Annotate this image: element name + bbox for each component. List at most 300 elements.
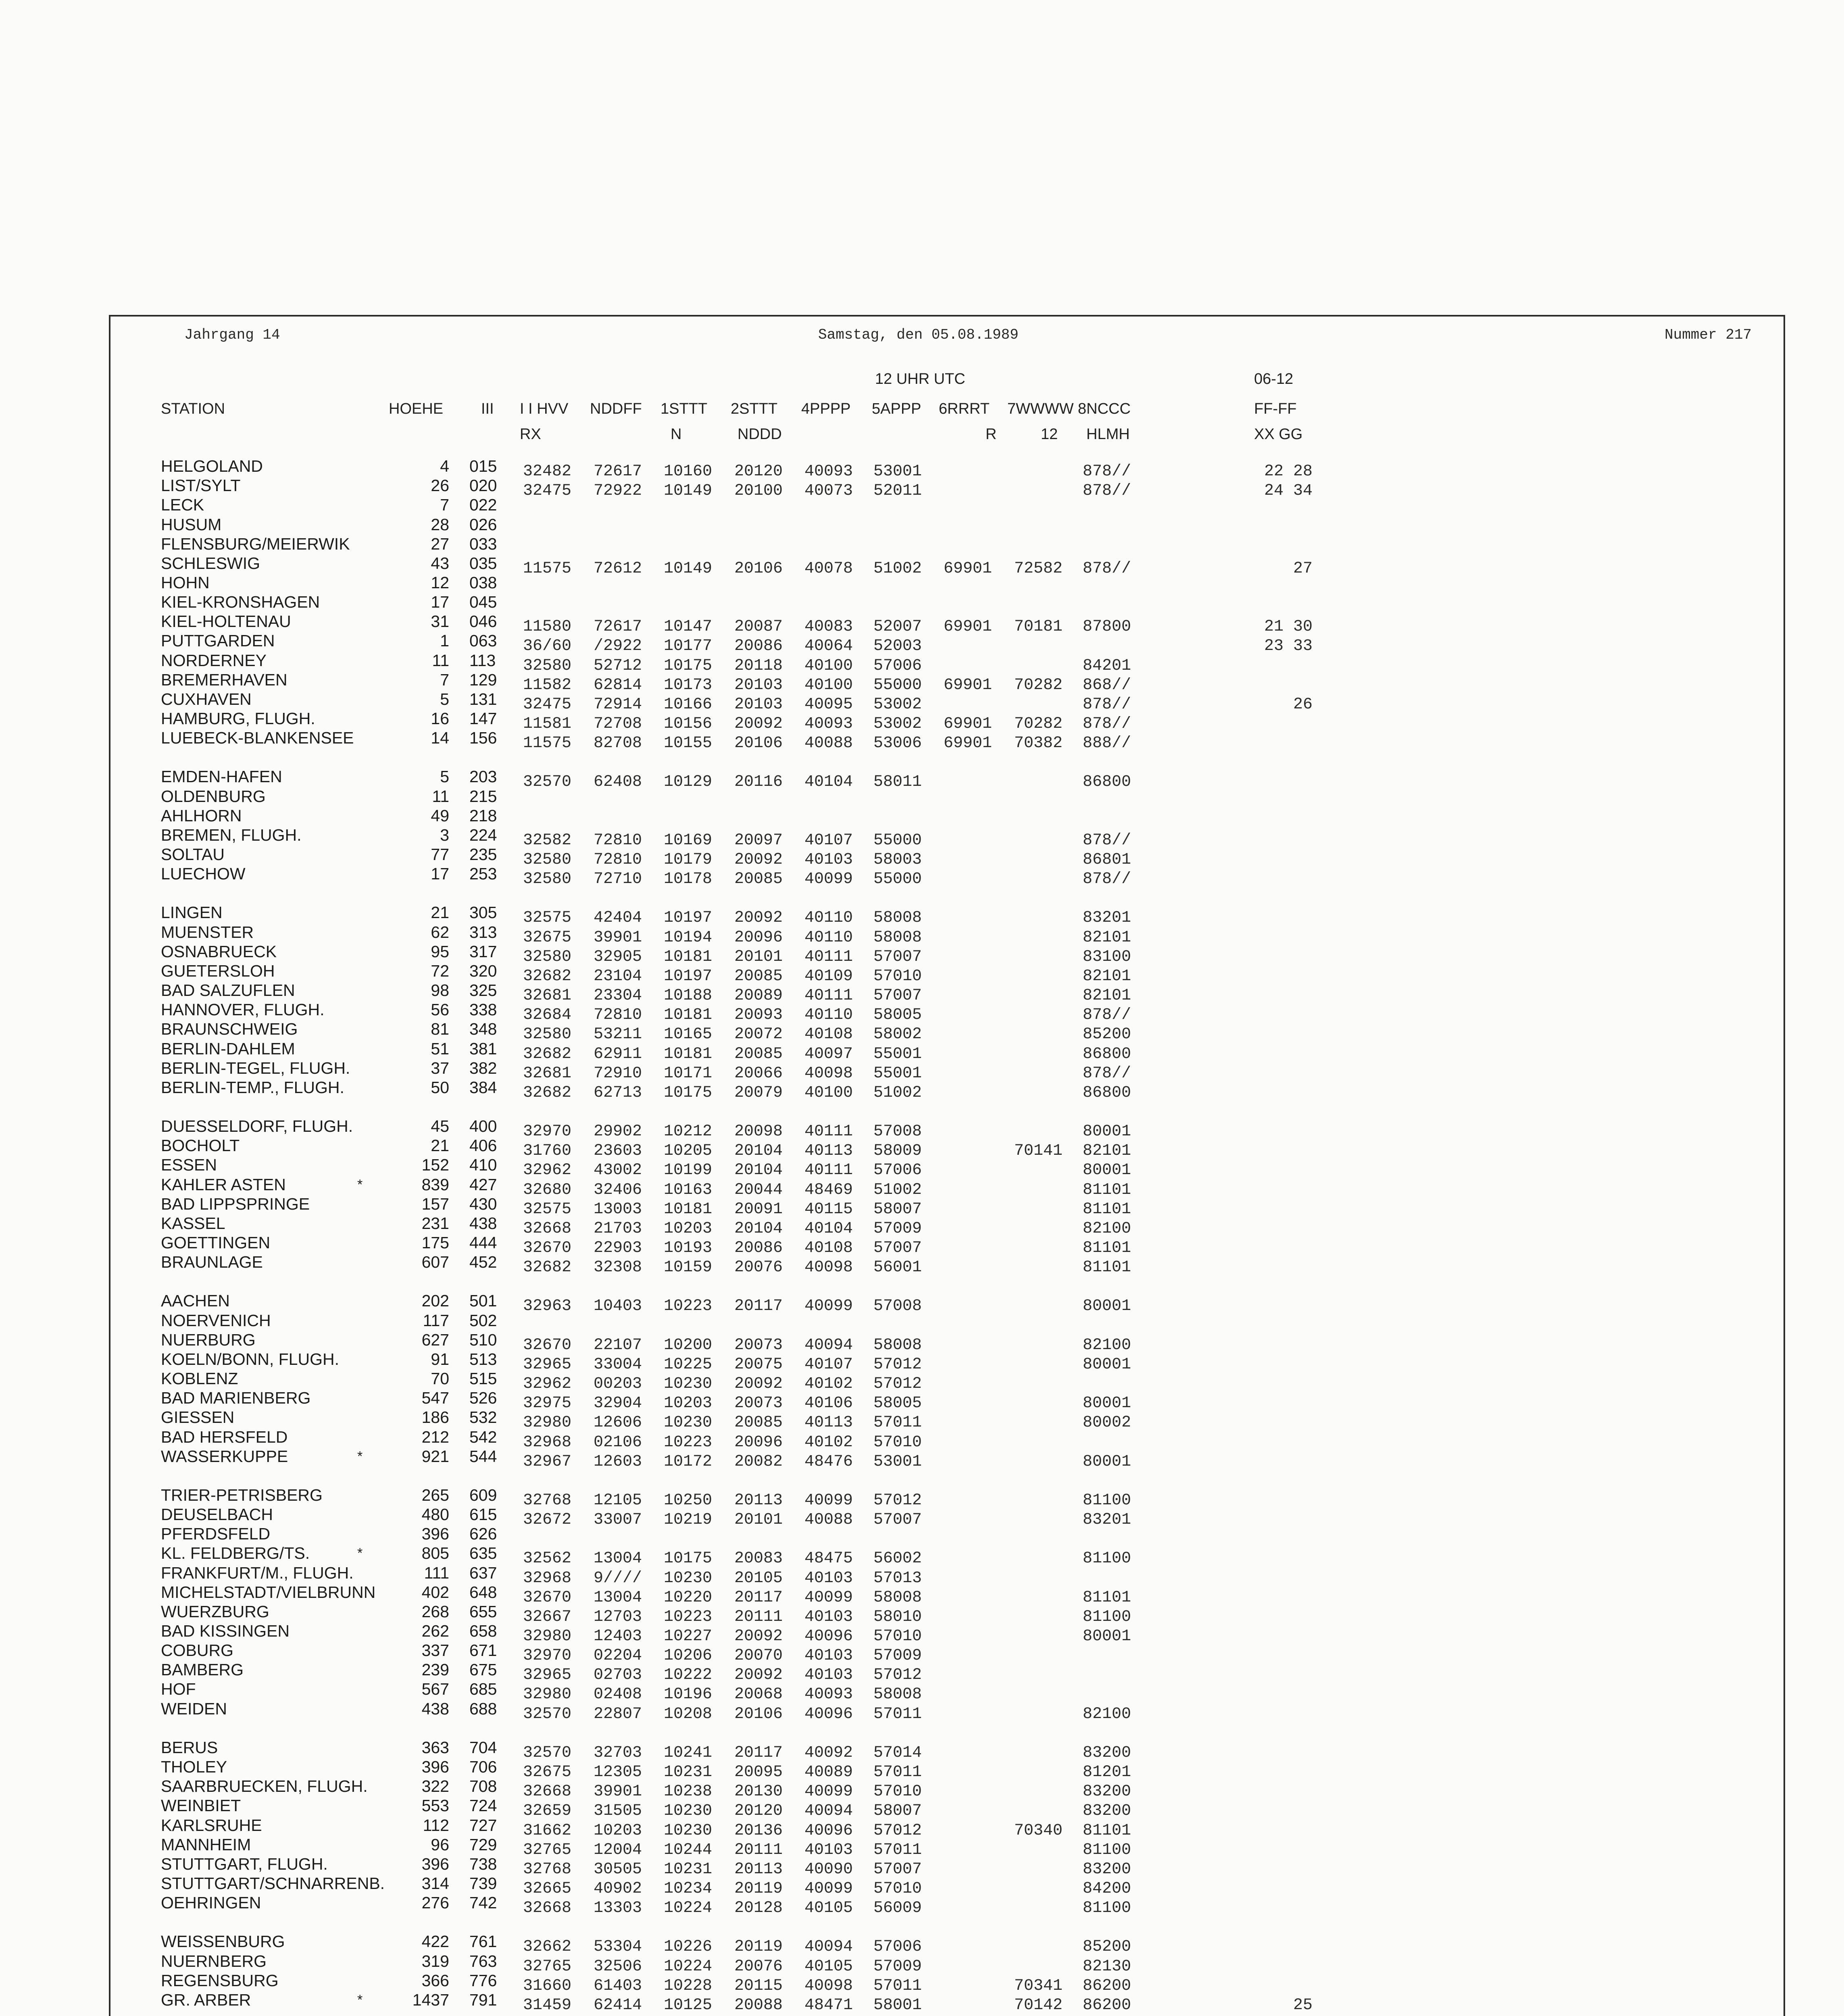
code-iihvv: 32475 (523, 482, 572, 500)
code-4pppp: 40099 (804, 1588, 853, 1607)
code-6rrrt: 69901 (944, 559, 992, 578)
code-5appp: 55000 (873, 870, 922, 889)
code-nddff: 72810 (594, 1006, 642, 1025)
code-5appp: 58008 (873, 909, 922, 927)
code-1sttt: 10241 (664, 1743, 713, 1762)
station-height: 4 (440, 457, 449, 475)
code-1sttt: 10228 (664, 1976, 713, 1995)
code-8nccc: 82101 (1083, 967, 1131, 985)
code-1sttt: 10224 (664, 1899, 713, 1918)
station-name: CUXHAVEN (161, 689, 252, 708)
code-4pppp: 40099 (804, 870, 853, 889)
station-name: TRIER-PETRISBERG (161, 1485, 323, 1504)
code-1sttt: 10178 (664, 870, 713, 889)
code-iihvv: 32662 (523, 1938, 572, 1956)
station-number: 338 (469, 1000, 497, 1019)
code-nddff: 72810 (594, 831, 642, 850)
code-2sttt: 20104 (734, 1142, 783, 1160)
code-5appp: 58005 (873, 1006, 922, 1025)
table-row (0, 1427, 1844, 1452)
code-2sttt: 20070 (734, 1647, 783, 1665)
code-8nccc: 80001 (1083, 1627, 1131, 1645)
station-height: 70 (431, 1369, 449, 1388)
code-1sttt: 10181 (664, 1045, 713, 1063)
column-header-6rrrt: 6RRRT (939, 400, 990, 417)
code-1sttt: 10203 (664, 1219, 713, 1238)
station-name: KOBLENZ (161, 1369, 238, 1388)
code-nddff: 40902 (594, 1879, 642, 1898)
station-height: 319 (421, 1951, 449, 1970)
table-row (0, 1000, 1844, 1025)
code-4pppp: 40094 (804, 1938, 853, 1956)
code-nddff: 12403 (594, 1627, 642, 1645)
station-height: 152 (421, 1156, 449, 1175)
station-name: LUECHOW (161, 864, 246, 883)
bergstation-marker: * (357, 1448, 363, 1464)
code-nddff: 32904 (594, 1394, 642, 1413)
station-name: LUEBECK-BLANKENSEE (161, 729, 354, 748)
station-height: 81 (431, 1020, 449, 1039)
code-1sttt: 10230 (664, 1414, 713, 1432)
station-number: 738 (469, 1854, 497, 1873)
station-name: BERLIN-DAHLEM (161, 1039, 295, 1058)
station-number: 510 (469, 1330, 497, 1349)
station-name: ESSEN (161, 1156, 217, 1175)
code-nddff: /2922 (594, 637, 642, 656)
station-height: 212 (421, 1427, 449, 1446)
code-nddff: 72617 (594, 462, 642, 481)
table-row (0, 1893, 1844, 1918)
code-5appp: 52003 (873, 637, 922, 656)
code-iihvv: 36/60 (523, 637, 572, 656)
code-iihvv: 32682 (523, 1083, 572, 1102)
code-8nccc: 878// (1083, 1064, 1131, 1083)
table-row (0, 1932, 1844, 1956)
station-name: BERUS (161, 1738, 218, 1757)
table-row (0, 1039, 1844, 1063)
column-header-1sttt: 1STTT (661, 400, 708, 417)
code-8nccc: 878// (1083, 870, 1131, 889)
table-row (0, 1951, 1844, 1976)
code-8nccc: 83200 (1083, 1860, 1131, 1879)
station-name: PUTTGARDEN (161, 631, 275, 650)
station-height: 262 (421, 1622, 449, 1640)
code-iihvv: 32562 (523, 1549, 572, 1568)
code-nddff: 23304 (594, 987, 642, 1005)
code-5appp: 57009 (873, 1647, 922, 1665)
code-nddff: 12703 (594, 1608, 642, 1626)
code-5appp: 58001 (873, 1996, 922, 2014)
station-height: 96 (431, 1835, 449, 1854)
table-row (0, 709, 1844, 733)
code-2sttt: 20085 (734, 967, 783, 985)
station-name: GOETTINGEN (161, 1233, 271, 1252)
code-iihvv: 32963 (523, 1297, 572, 1316)
table-row (0, 1679, 1844, 1704)
code-nddff: 72612 (594, 559, 642, 578)
station-number: 706 (469, 1758, 497, 1776)
code-1sttt: 10238 (664, 1783, 713, 1801)
code-4pppp: 40100 (804, 1083, 853, 1102)
station-height: 396 (421, 1524, 449, 1543)
code-8nccc: 80002 (1083, 1414, 1131, 1432)
station-height: 72 (431, 961, 449, 980)
code-nddff: 13003 (594, 1200, 642, 1218)
code-iihvv: 32962 (523, 1161, 572, 1180)
code-2sttt: 20092 (734, 1627, 783, 1645)
code-8nccc: 80001 (1083, 1297, 1131, 1316)
station-number: 761 (469, 1932, 497, 1951)
code-2sttt: 20103 (734, 676, 783, 694)
code-iihvv: 32675 (523, 928, 572, 947)
code-4pppp: 40093 (804, 1685, 853, 1704)
code-5appp: 52011 (873, 482, 922, 500)
station-number: 045 (469, 593, 497, 611)
station-number: 729 (469, 1835, 497, 1854)
table-row (0, 961, 1844, 985)
code-2sttt: 20086 (734, 637, 783, 656)
station-name: SCHLESWIG (161, 554, 260, 573)
station-number: 022 (469, 496, 497, 514)
table-row (0, 903, 1844, 927)
code-nddff: 13303 (594, 1899, 642, 1918)
code-iihvv: 32684 (523, 1006, 572, 1025)
code-iihvv: 32482 (523, 462, 572, 481)
station-number: 544 (469, 1447, 497, 1466)
station-number: 685 (469, 1680, 497, 1699)
station-name: BREMEN, FLUGH. (161, 825, 302, 844)
code-nddff: 53211 (594, 1025, 642, 1044)
code-8nccc: 81101 (1083, 1200, 1131, 1218)
code-5appp: 58007 (873, 1802, 922, 1820)
code-1sttt: 10175 (664, 1083, 713, 1102)
code-2sttt: 20096 (734, 1433, 783, 1452)
code-iihvv: 32682 (523, 1258, 572, 1277)
code-2sttt: 20073 (734, 1336, 783, 1354)
code-2sttt: 20130 (734, 1783, 783, 1801)
code-2sttt: 20083 (734, 1549, 783, 1568)
station-name: BAD KISSINGEN (161, 1622, 290, 1640)
station-height: 51 (431, 1039, 449, 1058)
station-number: 763 (469, 1951, 497, 1970)
code-4pppp: 40111 (804, 1123, 853, 1141)
code-nddff: 12305 (594, 1763, 642, 1781)
column-subheader-6rrrt: R (986, 426, 997, 443)
code-2sttt: 20111 (734, 1608, 783, 1626)
code-8nccc: 81101 (1083, 1258, 1131, 1277)
code-1sttt: 10172 (664, 1452, 713, 1471)
column-subheader-1sttt: N (671, 426, 682, 443)
code-1sttt: 10206 (664, 1647, 713, 1665)
station-height: 396 (421, 1854, 449, 1873)
code-iihvv: 32668 (523, 1899, 572, 1918)
code-4pppp: 40105 (804, 1957, 853, 1976)
station-height: 21 (431, 903, 449, 922)
code-1sttt: 10200 (664, 1336, 713, 1354)
station-height: 117 (423, 1311, 449, 1330)
code-8nccc: 82101 (1083, 1142, 1131, 1160)
code-1sttt: 10171 (664, 1064, 713, 1083)
code-8nccc: 82100 (1083, 1336, 1131, 1354)
code-ff-ff: 26 (1293, 695, 1313, 714)
code-2sttt: 20119 (734, 1938, 783, 1956)
code-5appp: 57012 (873, 1375, 922, 1393)
station-height: 7 (440, 670, 449, 689)
table-row (0, 1835, 1844, 1859)
station-number: 035 (469, 554, 497, 573)
code-1sttt: 10226 (664, 1938, 713, 1956)
code-1sttt: 10212 (664, 1123, 713, 1141)
code-1sttt: 10175 (664, 656, 713, 675)
code-2sttt: 20120 (734, 1802, 783, 1820)
code-5appp: 51002 (873, 559, 922, 578)
code-2sttt: 20044 (734, 1181, 783, 1199)
code-nddff: 32308 (594, 1258, 642, 1277)
code-2sttt: 20118 (734, 656, 783, 675)
station-number: 704 (469, 1738, 497, 1757)
code-nddff: 31505 (594, 1802, 642, 1820)
code-2sttt: 20072 (734, 1025, 783, 1044)
code-nddff: 12603 (594, 1452, 642, 1471)
station-height: 422 (421, 1932, 449, 1951)
station-height: 28 (431, 515, 449, 534)
code-nddff: 12606 (594, 1414, 642, 1432)
code-1sttt: 10163 (664, 1181, 713, 1199)
code-1sttt: 10160 (664, 462, 713, 481)
station-height: 202 (421, 1291, 449, 1310)
station-height: 111 (424, 1563, 449, 1582)
code-iihvv: 32570 (523, 1743, 572, 1762)
code-8nccc: 86800 (1083, 773, 1131, 791)
station-name: KAHLER ASTEN (161, 1175, 286, 1194)
code-4pppp: 40106 (804, 1394, 853, 1413)
code-2sttt: 20106 (734, 1705, 783, 1723)
code-5appp: 57006 (873, 1938, 922, 1956)
table-row (0, 1563, 1844, 1587)
station-name: KL. FELDBERG/TS. (161, 1544, 310, 1563)
station-number: 430 (469, 1194, 497, 1213)
code-nddff: 62911 (594, 1045, 642, 1063)
code-iihvv: 32570 (523, 773, 572, 791)
station-name: DEUSELBACH (161, 1505, 273, 1524)
code-nddff: 32506 (594, 1957, 642, 1976)
code-iihvv: 32575 (523, 1200, 572, 1218)
station-number: 317 (469, 942, 497, 961)
code-1sttt: 10230 (664, 1821, 713, 1840)
station-number: 727 (469, 1816, 497, 1835)
station-number: 156 (469, 729, 497, 748)
code-8nccc: 80001 (1083, 1355, 1131, 1374)
station-name: KIEL-HOLTENAU (161, 612, 291, 631)
code-1sttt: 10230 (664, 1569, 713, 1587)
station-height: 56 (431, 1000, 449, 1019)
code-1sttt: 10194 (664, 928, 713, 947)
station-height: 607 (421, 1253, 449, 1272)
code-iihvv: 32668 (523, 1783, 572, 1801)
table-row (0, 1505, 1844, 1529)
table-row (0, 515, 1844, 534)
station-height: 11 (432, 787, 449, 806)
column-subheader-iihvv: RX (520, 426, 541, 443)
code-5appp: 58003 (873, 851, 922, 869)
code-5appp: 56001 (873, 1258, 922, 1277)
code-8nccc: 878// (1083, 462, 1131, 481)
code-iihvv: 11582 (523, 676, 572, 694)
code-8nccc: 81101 (1083, 1181, 1131, 1199)
code-4pppp: 40109 (804, 967, 853, 985)
station-name: HANNOVER, FLUGH. (161, 1000, 325, 1019)
column-header-5appp: 5APPP (872, 400, 921, 417)
station-height: 366 (421, 1971, 449, 1990)
code-4pppp: 40098 (804, 1976, 853, 1995)
table-row (0, 1854, 1844, 1879)
issue-date: Samstag, den 05.08.1989 (818, 327, 1019, 343)
table-row (0, 1252, 1844, 1277)
code-1sttt: 10199 (664, 1161, 713, 1180)
code-1sttt: 10179 (664, 851, 713, 869)
station-number: 444 (469, 1233, 497, 1252)
station-height: 337 (421, 1641, 449, 1660)
code-iihvv: 32668 (523, 1219, 572, 1238)
code-2sttt: 20136 (734, 1821, 783, 1840)
code-2sttt: 20092 (734, 714, 783, 733)
code-nddff: 72708 (594, 714, 642, 733)
code-4pppp: 40113 (804, 1142, 853, 1160)
station-name: WEISSENBURG (161, 1932, 285, 1951)
code-5appp: 57009 (873, 1957, 922, 1976)
station-number: 382 (469, 1058, 497, 1077)
code-iihvv: 31660 (523, 1976, 572, 1995)
station-name: FRANKFURT/M., FLUGH. (161, 1563, 354, 1582)
code-5appp: 58008 (873, 1336, 922, 1354)
code-2sttt: 20086 (734, 1239, 783, 1257)
table-row (0, 1660, 1844, 1685)
code-1sttt: 10181 (664, 948, 713, 966)
station-number: 452 (469, 1253, 497, 1272)
code-2sttt: 20113 (734, 1860, 783, 1879)
code-5appp: 52007 (873, 618, 922, 636)
station-name: AACHEN (161, 1291, 230, 1310)
code-8nccc: 878// (1083, 831, 1131, 850)
column-header-station: STATION (161, 400, 225, 417)
station-name: HELGOLAND (161, 457, 263, 475)
code-nddff: 22107 (594, 1336, 642, 1354)
code-nddff: 33004 (594, 1355, 642, 1374)
code-8nccc: 87800 (1083, 618, 1131, 636)
code-2sttt: 20117 (734, 1588, 783, 1607)
code-iihvv: 32968 (523, 1569, 572, 1587)
table-row (0, 1311, 1844, 1330)
code-8nccc: 82100 (1083, 1219, 1131, 1238)
code-iihvv: 11580 (523, 618, 572, 636)
code-5appp: 58005 (873, 1394, 922, 1413)
code-nddff: 02703 (594, 1666, 642, 1685)
station-name: FLENSBURG/MEIERWIK (161, 534, 350, 553)
code-1sttt: 10188 (664, 987, 713, 1005)
station-number: 513 (469, 1350, 497, 1368)
code-iihvv: 31459 (523, 1996, 572, 2014)
code-5appp: 58011 (873, 773, 922, 791)
station-name: LIST/SYLT (161, 476, 241, 495)
table-row (0, 1524, 1844, 1543)
code-nddff: 30505 (594, 1860, 642, 1879)
code-2sttt: 20093 (734, 1006, 783, 1025)
code-1sttt: 10173 (664, 676, 713, 694)
code-8nccc: 81100 (1083, 1899, 1131, 1918)
code-nddff: 43002 (594, 1161, 642, 1180)
code-8nccc: 81100 (1083, 1841, 1131, 1859)
code-2sttt: 20106 (734, 559, 783, 578)
station-height: 17 (431, 864, 449, 883)
station-number: 776 (469, 1971, 497, 1990)
station-number: 532 (469, 1408, 497, 1427)
code-8nccc: 84200 (1083, 1879, 1131, 1898)
bergstation-marker: * (357, 1992, 363, 2008)
code-6rrrt: 69901 (944, 714, 992, 733)
code-5appp: 58010 (873, 1608, 922, 1626)
code-1sttt: 10208 (664, 1705, 713, 1723)
station-height: 322 (421, 1777, 449, 1796)
code-4pppp: 40111 (804, 948, 853, 966)
column-header-hoehe: HOEHE (389, 400, 444, 417)
code-2sttt: 20085 (734, 1414, 783, 1432)
code-5appp: 57010 (873, 1879, 922, 1898)
code-5appp: 57007 (873, 1860, 922, 1879)
code-8nccc: 878// (1083, 714, 1131, 733)
station-name: HOF (161, 1680, 196, 1699)
code-2sttt: 20098 (734, 1123, 783, 1141)
code-4pppp: 40089 (804, 1763, 853, 1781)
code-2sttt: 20111 (734, 1841, 783, 1859)
code-1sttt: 10224 (664, 1957, 713, 1976)
code-5appp: 58007 (873, 1200, 922, 1218)
table-row (0, 1543, 1844, 1568)
station-number: 046 (469, 612, 497, 631)
station-number: 224 (469, 825, 497, 844)
code-5appp: 58008 (873, 1588, 922, 1607)
code-8nccc: 83201 (1083, 909, 1131, 927)
code-1sttt: 10197 (664, 909, 713, 927)
station-name: HAMBURG, FLUGH. (161, 709, 315, 728)
station-number: 739 (469, 1874, 497, 1893)
code-8nccc: 84201 (1083, 656, 1131, 675)
code-7wwww: 70382 (1014, 734, 1063, 753)
code-5appp: 56009 (873, 1899, 922, 1918)
table-row (0, 864, 1844, 889)
station-name: NORDERNEY (161, 651, 267, 670)
station-number: 501 (469, 1291, 497, 1310)
code-nddff: 13004 (594, 1549, 642, 1568)
code-1sttt: 10219 (664, 1511, 713, 1529)
code-nddff: 82708 (594, 734, 642, 753)
station-name: GR. ARBER (161, 1990, 251, 2009)
code-2sttt: 20128 (734, 1899, 783, 1918)
station-number: 742 (469, 1893, 497, 1912)
code-4pppp: 40108 (804, 1239, 853, 1257)
code-5appp: 51002 (873, 1181, 922, 1199)
station-number: 609 (469, 1485, 497, 1504)
code-4pppp: 40083 (804, 618, 853, 636)
code-4pppp: 40103 (804, 851, 853, 869)
code-4pppp: 40100 (804, 676, 853, 694)
code-ff-ff: 23 33 (1264, 637, 1313, 656)
code-1sttt: 10225 (664, 1355, 713, 1374)
table-row (0, 981, 1844, 1005)
table-row (0, 1971, 1844, 1995)
code-1sttt: 10220 (664, 1588, 713, 1607)
code-iihvv: 32965 (523, 1666, 572, 1685)
code-ff-ff: 25 (1293, 1996, 1313, 2014)
